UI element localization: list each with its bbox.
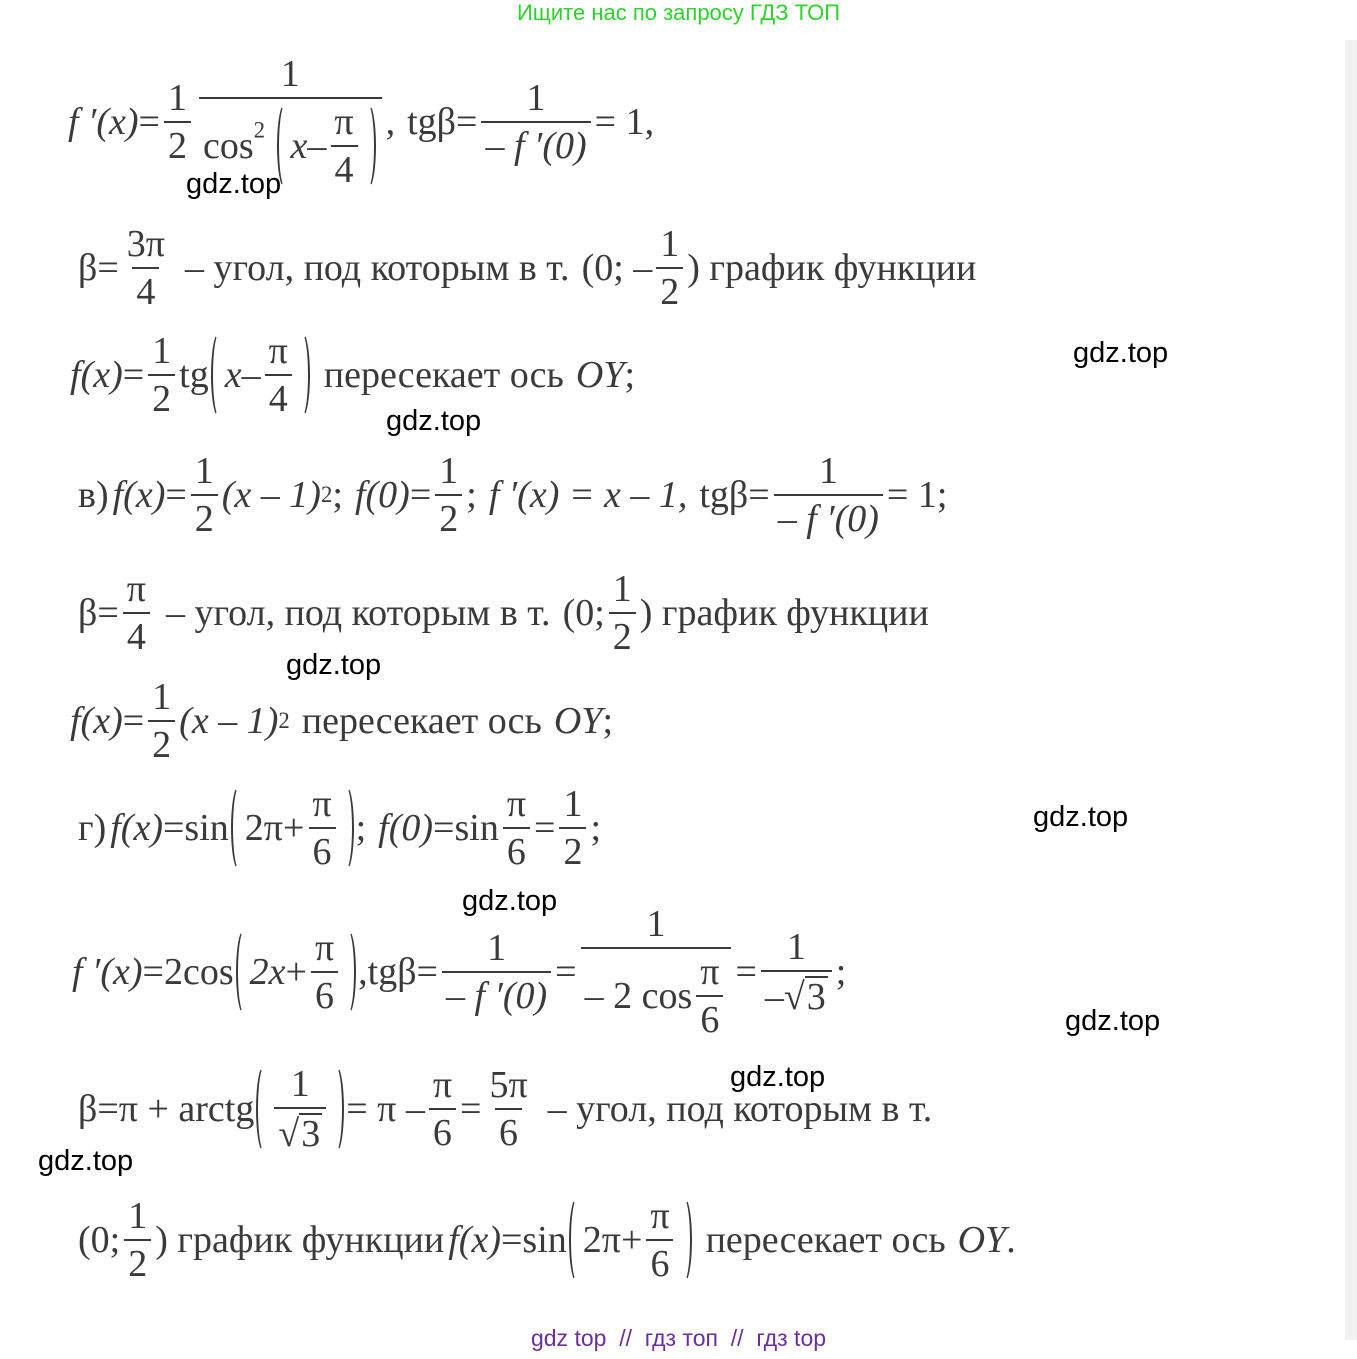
watermark: gdz.top bbox=[1033, 801, 1129, 833]
footer-link-gdz-top-ru[interactable]: гдз топ bbox=[644, 1325, 718, 1351]
fraction-one-over-neg-2cos: 1 – 2 cos π 6 bbox=[581, 905, 732, 1039]
fraction-one-half: $\frac{1}{2}$ bbox=[148, 332, 175, 418]
formula-line-7: г) f(x) = sin 2π + $\frac{\pi}{6}$ ; f(0) = sin $\frac{\pi}{6}$ = $\frac{1}{2}$ ; bbox=[78, 783, 602, 873]
fraction-one-over-sqrt3: 1 √ 3 bbox=[274, 1065, 326, 1153]
fraction-pi-over-6: $\frac{\pi}{6}$ bbox=[308, 785, 335, 871]
footer-separator: // bbox=[730, 1325, 744, 1351]
fprime-symbol: f ′(x) bbox=[68, 101, 139, 143]
parenthesis-group: 2π + $\frac{\pi}{6}$ bbox=[231, 785, 354, 871]
page-edge-shadow bbox=[1345, 40, 1357, 1340]
fraction-pi-over-6: $\frac{\pi}{6}$ bbox=[429, 1066, 456, 1152]
parenthesis-group bbox=[256, 1065, 344, 1153]
sqrt-three: √ 3 bbox=[783, 976, 826, 1018]
fraction-one-over-cos2: 1 $\cos^2$ x – π 4 bbox=[199, 55, 382, 189]
formula-line-3: f(x) = $\frac{1}{2}$ tg x – π 4 пересекает ось OY ; bbox=[70, 330, 636, 420]
watermark: gdz.top bbox=[38, 1145, 134, 1177]
sqrt-three: √ 3 bbox=[278, 1113, 321, 1155]
watermark: gdz.top bbox=[286, 649, 382, 681]
fraction-one-over-neg-fprime0: $\frac{1}{- f '(0)}$ bbox=[774, 452, 883, 538]
fraction-one-half: $\frac{1}{2}$ bbox=[148, 678, 175, 764]
footer-link-gdz-top[interactable]: gdz top bbox=[530, 1325, 607, 1351]
fraction-3pi-over-4: $\frac{3\pi}{4}$ bbox=[126, 223, 165, 313]
formula-line-8: f ′(x) = 2cos 2x + $\frac{\pi}{6}$ , tgβ = $\frac{1}{- f '(0)}$ = 1 – 2 cos π 6 = 1 –√ 3 ; bbox=[72, 903, 847, 1041]
fraction-one-half: 1 2 bbox=[609, 570, 636, 656]
parenthesis-group: x – π 4 bbox=[211, 332, 310, 418]
fraction-one-over-neg-fprime0: $\frac{1}{- f '(0)}$ bbox=[442, 929, 551, 1015]
fraction-5pi-over-6: $\frac{5\pi}{6}$ bbox=[489, 1064, 528, 1154]
fraction-pi-over-6: $\frac{\pi}{6}$ bbox=[503, 785, 530, 871]
fraction-one-half: $\frac{1}{2}$ bbox=[559, 785, 586, 871]
formula-line-1: f ′(x) = $\frac{1}{2}$ 1 $\cos^2$ x – π 4 , tgβ = $\frac{1}{- f '(0)}$ = 1, bbox=[68, 53, 655, 191]
fraction-one-over-neg-sqrt3: 1 –√ 3 bbox=[761, 928, 832, 1016]
fraction-one-half: 1 2 bbox=[656, 225, 683, 311]
item-label-g: г) bbox=[78, 807, 107, 849]
fraction-one-half: $\frac{1}{2}$ bbox=[191, 452, 218, 538]
formula-line-9: β = π + arctg 1 √ 3 = π – $\frac{\pi}{6}$ = $\frac{5\pi}{6}$ – угол, под которым в т. bbox=[78, 1063, 933, 1155]
parenthesis-group: 2x + $\frac{\pi}{6}$ bbox=[236, 929, 357, 1015]
watermark: gdz.top bbox=[186, 168, 282, 200]
formula-line-5: β = $\frac{\pi}{4}$ – угол, под которым в т. (0; 1 2 ) график функции bbox=[78, 568, 929, 658]
fraction-one-half: 1 2 bbox=[124, 1197, 151, 1283]
watermark: gdz.top bbox=[386, 405, 482, 437]
fraction-pi-over-6: $\frac{\pi}{6}$ bbox=[646, 1197, 673, 1283]
fraction-pi-over-4: π 4 bbox=[330, 103, 357, 189]
fraction-pi-over-4: $\frac{\pi}{4}$ bbox=[123, 570, 150, 656]
watermark: gdz.top bbox=[1073, 337, 1169, 369]
fraction-one-half: $\frac{1}{2}$ bbox=[435, 452, 462, 538]
footer-links bbox=[0, 1325, 1357, 1352]
fraction-one-half: $\frac{1}{2}$ bbox=[164, 79, 191, 165]
item-label-v: в) bbox=[78, 474, 109, 516]
watermark: gdz.top bbox=[462, 885, 558, 917]
parenthesis-group: 2π + $\frac{\pi}{6}$ bbox=[569, 1197, 692, 1283]
fraction-one-over-neg-fprime0: $\frac{1}{- f '(0)}$ bbox=[481, 79, 590, 165]
equals-sign: = bbox=[138, 101, 160, 143]
formula-line-10: (0; 1 2 ) график функции f(x) = sin 2π + $\frac{\pi}{6}$ пересекает ось OY . bbox=[78, 1195, 1016, 1285]
parenthesis-group: x – π 4 bbox=[277, 103, 376, 189]
footer-link-gdz-top-mixed[interactable]: гдз top bbox=[756, 1325, 827, 1351]
watermark: gdz.top bbox=[730, 1061, 826, 1093]
tg-beta: tgβ bbox=[407, 101, 457, 143]
formula-line-6: f(x) = $\frac{1}{2}$ (x – 1) 2 пересекает ось OY ; bbox=[70, 676, 613, 766]
formula-line-2: β = $\frac{3\pi}{4}$ – угол, под которым в т. (0; – 1 2 ) график функции bbox=[78, 223, 977, 313]
fraction-pi-over-4: π 4 bbox=[265, 332, 292, 418]
formula-line-4: в) f(x) = $\frac{1}{2}$ (x – 1) 2 ; f(0) = $\frac{1}{2}$ ; f ′(x) = x – 1, tgβ = $\frac{1}{- f '(0)}$ = 1; bbox=[78, 450, 948, 540]
fraction-pi-over-6: π 6 bbox=[696, 953, 723, 1039]
footer-separator: // bbox=[619, 1325, 632, 1351]
watermark: gdz.top bbox=[1065, 1005, 1161, 1037]
site-banner: Ищите нас по запросу ГДЗ ТОП bbox=[516, 0, 841, 25]
fraction-pi-over-6: $\frac{\pi}{6}$ bbox=[311, 929, 338, 1015]
